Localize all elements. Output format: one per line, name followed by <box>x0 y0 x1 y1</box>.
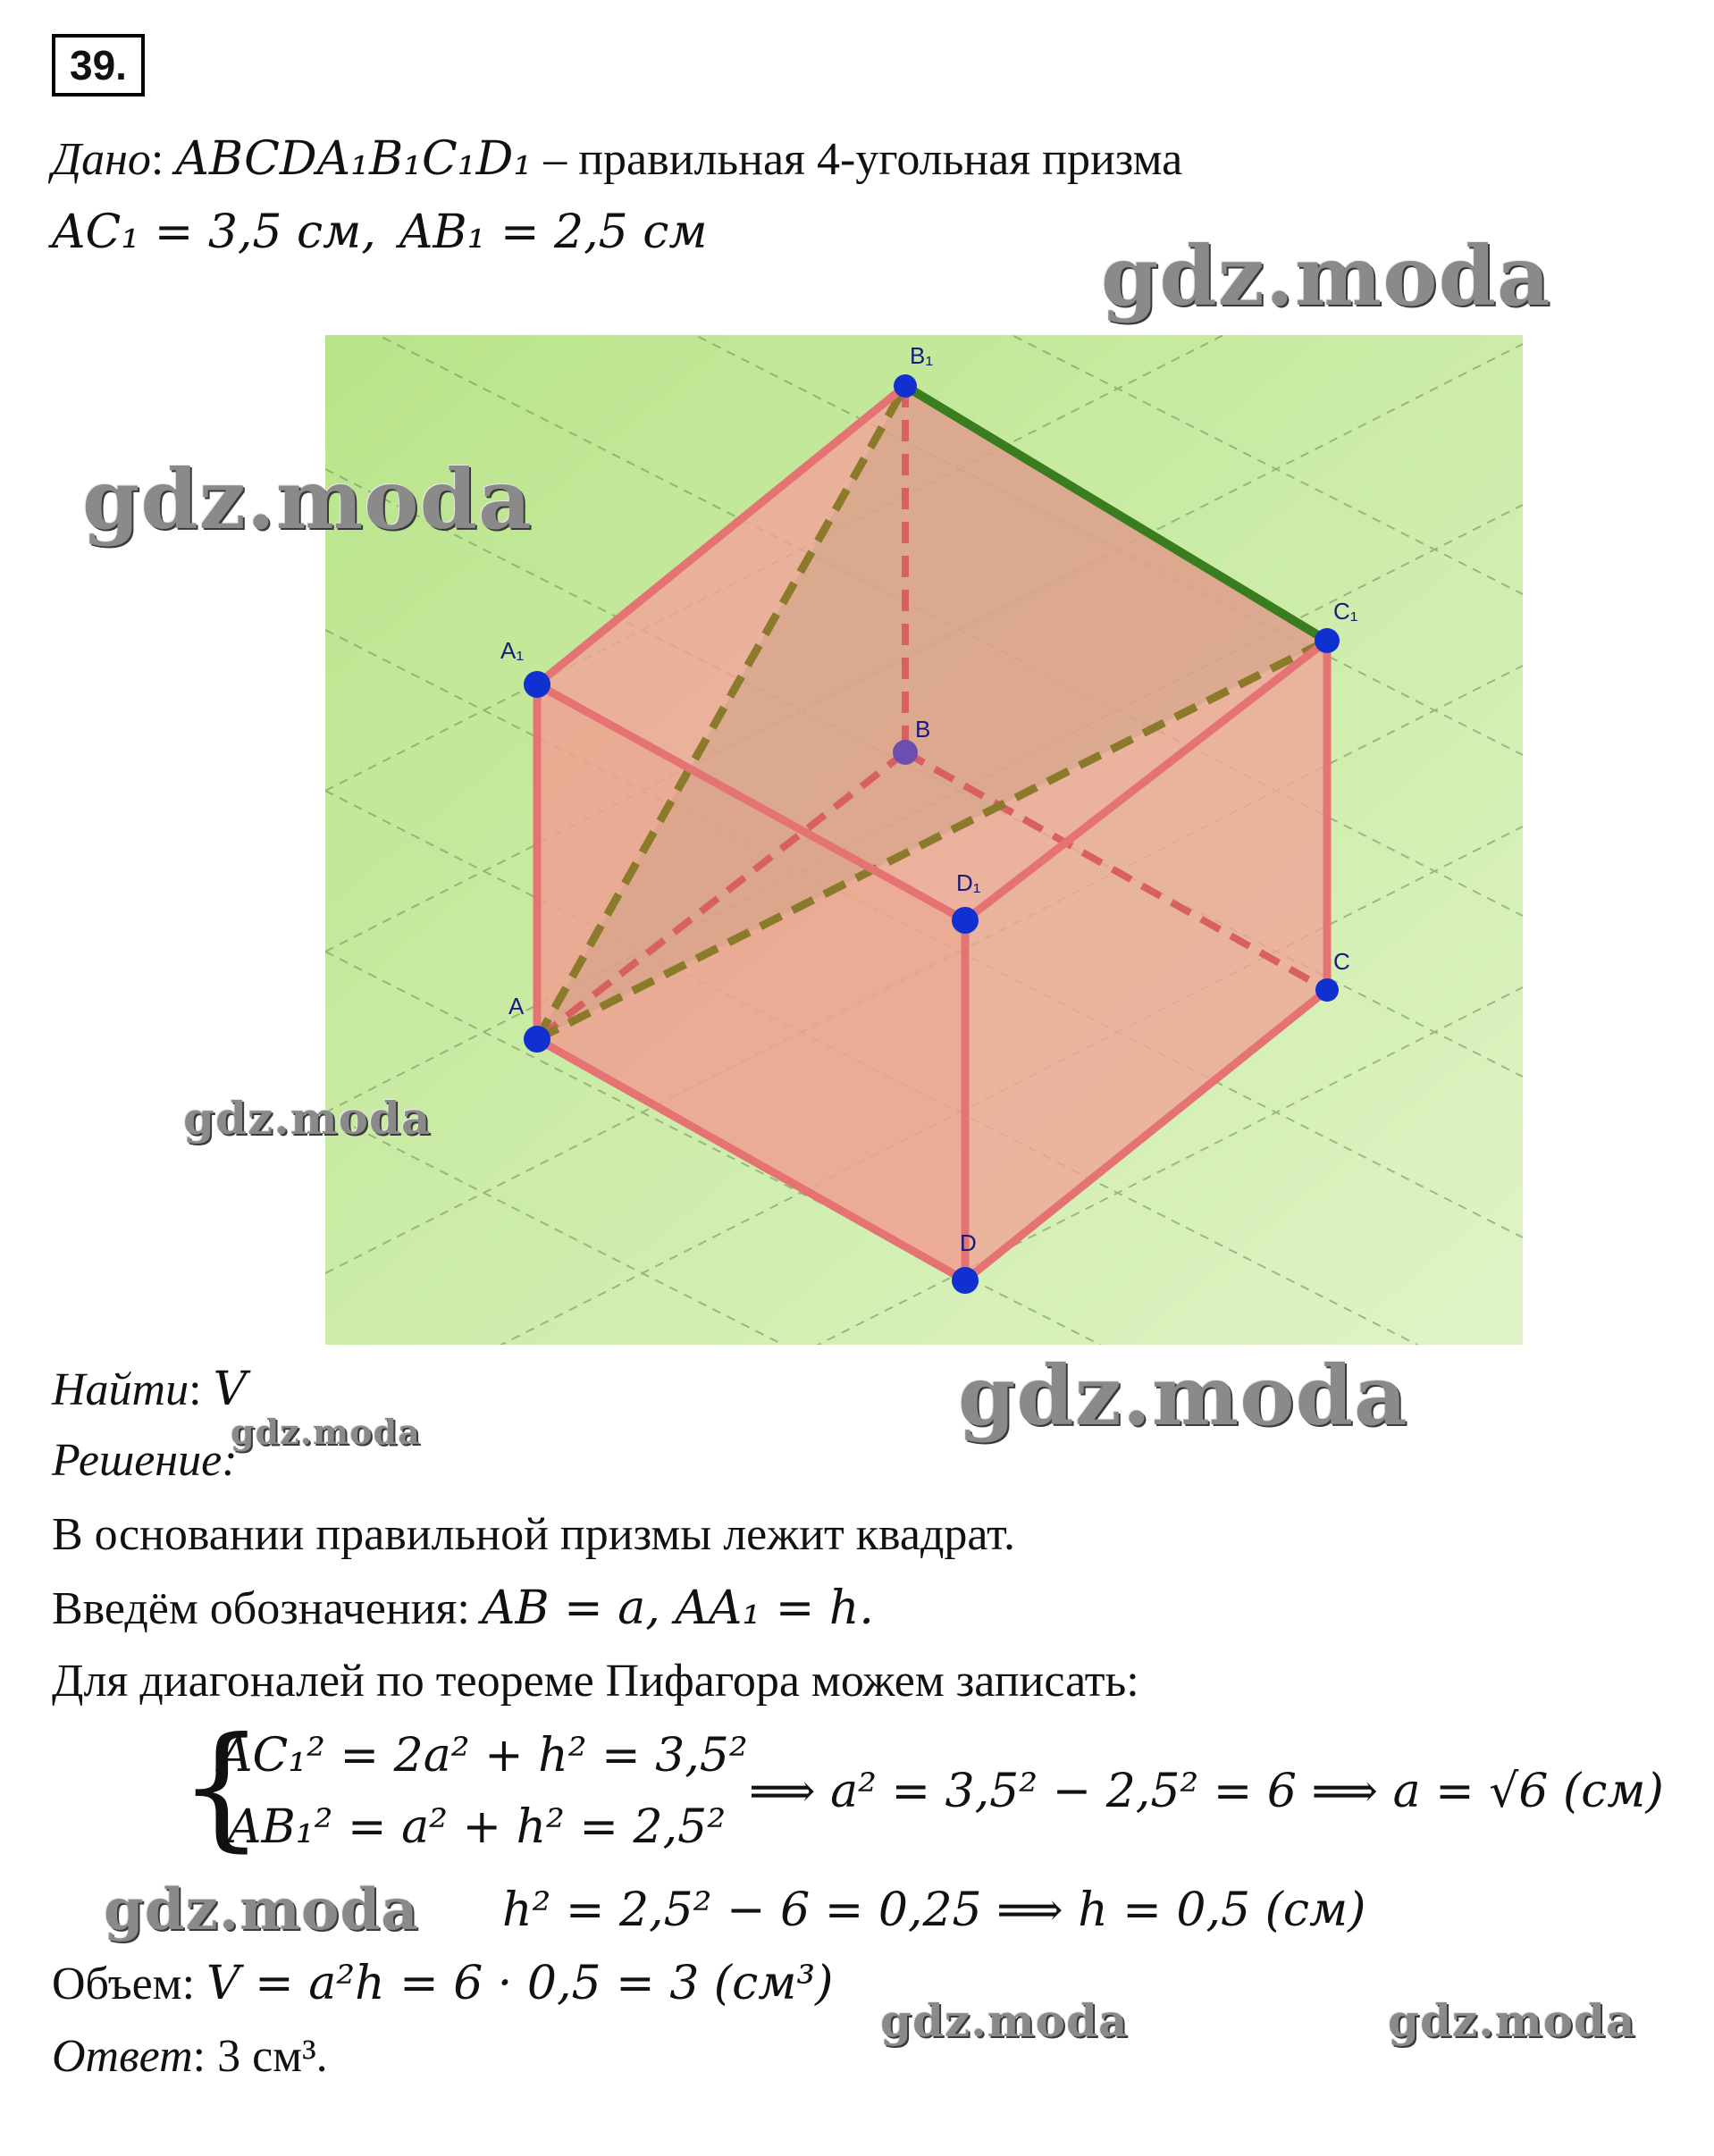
watermark-4: gdz.moda <box>958 1347 1408 1444</box>
watermark-6: gdz.moda <box>104 1876 419 1943</box>
volume-line <box>52 1957 833 2010</box>
h-line: h² = 2,5² − 6 = 0,25 ⟹ h = 0,5 (см) <box>502 1883 1366 1937</box>
vertex-c <box>1315 978 1339 1002</box>
vertex-b <box>893 740 918 765</box>
given-ac1: AC₁ = 3,5 см, <box>52 206 376 259</box>
vertex-b1 <box>894 374 917 398</box>
label-a1: A₁ <box>500 637 525 664</box>
watermark-2: gdz.moda <box>82 451 533 548</box>
solution-line-1: В основании правильной призмы лежит квадрат. <box>52 1509 1015 1560</box>
vertex-d1 <box>952 907 979 934</box>
label-d1: D₁ <box>956 869 981 896</box>
watermark-5: gdz.moda <box>231 1412 421 1452</box>
find-value: V <box>213 1363 248 1416</box>
vertex-a <box>524 1026 550 1053</box>
given-values <box>52 206 708 259</box>
watermark-3: gdz.moda <box>183 1092 432 1145</box>
label-a: A <box>508 993 525 1019</box>
solution-label: Решение <box>52 1435 223 1486</box>
answer-label: Ответ <box>52 2031 193 2082</box>
given-line: Дано: ABCDA₁B₁C₁D₁ – правильная 4-угольная призма <box>52 132 1183 186</box>
label-c: C <box>1333 948 1350 975</box>
watermark-8: gdz.moda <box>1388 1994 1636 2047</box>
given-figure: ABCDA₁B₁C₁D₁ <box>175 132 533 186</box>
system-brace: { <box>179 1709 265 1865</box>
solution-line-2 <box>52 1581 874 1635</box>
given-desc: – правильная 4-угольная призма <box>543 134 1183 185</box>
volume-math: V = a²h = 6 · 0,5 = 3 (см³) <box>206 1957 834 2010</box>
volume-label: Объем: <box>52 1959 207 2009</box>
vertex-d <box>952 1267 979 1294</box>
vertex-c1 <box>1315 628 1340 653</box>
implication: ⟹ a² = 3,5² − 2,5² = 6 ⟹ a = √6 (см) <box>749 1765 1664 1818</box>
line2-text: Введём обозначения: <box>52 1583 482 1634</box>
system-eq-1: AC₁² = 2a² + h² = 3,5² <box>219 1729 748 1783</box>
find-line: Найти: V <box>52 1363 248 1416</box>
line2-math: AB = a, AA₁ = h. <box>481 1581 874 1635</box>
label-c1: C₁ <box>1333 598 1358 625</box>
answer-value: 3 см³. <box>217 2031 328 2082</box>
solution-label-line: Решение: <box>52 1435 238 1486</box>
answer-line: Ответ: 3 см³. <box>52 2031 328 2082</box>
given-label: Дано <box>52 134 151 185</box>
label-b1: B₁ <box>910 342 934 369</box>
label-b: B <box>915 716 931 742</box>
vertex-a1 <box>524 671 550 698</box>
watermark-7: gdz.moda <box>880 1994 1129 2047</box>
solution-line-3: Для диагоналей по теореме Пифагора можем записать: <box>52 1656 1139 1707</box>
watermark-1: gdz.moda <box>1101 228 1551 324</box>
find-label: Найти <box>52 1364 189 1415</box>
system-eq-2: AB₁² = a² + h² = 2,5² <box>228 1800 727 1854</box>
problem-number: 39. <box>52 34 145 96</box>
label-d: D <box>960 1229 977 1256</box>
given-ab1: AB₁ = 2,5 см <box>399 206 708 259</box>
